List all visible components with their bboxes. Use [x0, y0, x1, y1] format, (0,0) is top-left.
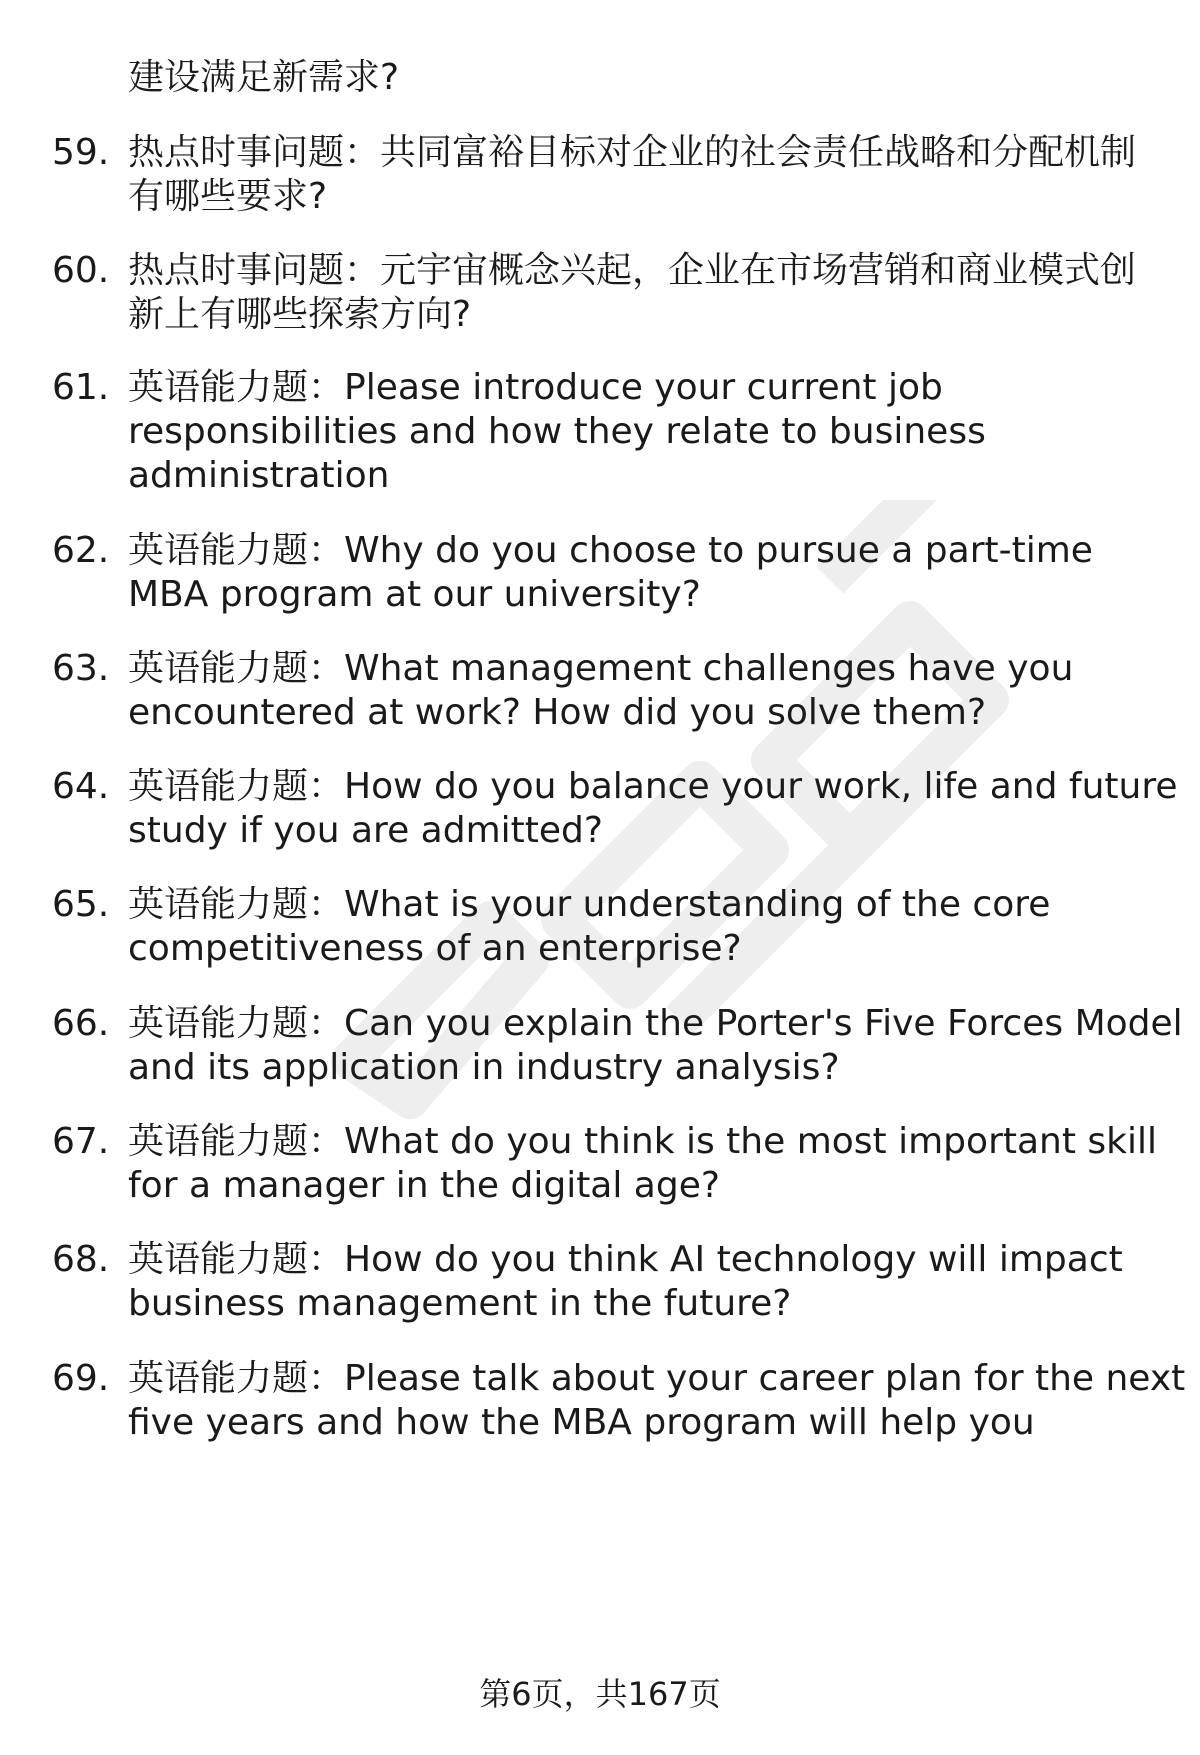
item-text-line: 英语能力题：Please talk about your career plan for the next [128, 1358, 1186, 1399]
item-text-line: administration [128, 455, 390, 496]
item-text-line: 有哪些要求? [128, 176, 328, 217]
item-number: 69. [52, 1358, 110, 1399]
item-text-line: 热点时事问题：共同富裕目标对企业的社会责任战略和分配机制 [128, 132, 1137, 173]
item-number: 65. [52, 884, 110, 925]
item-text-line: encountered at work? How did you solve them? [128, 692, 987, 733]
item-text-line: study if you are admitted? [128, 810, 603, 851]
item-text-line: 英语能力题：Please introduce your current job [128, 367, 943, 408]
item-number: 68. [52, 1239, 110, 1280]
item-number: 61. [52, 367, 110, 408]
item-text-line: and its application in industry analysis? [128, 1047, 840, 1088]
item-text-line: responsibilities and how they relate to business [128, 411, 986, 452]
item-text-line: competitiveness of an enterprise? [128, 928, 742, 969]
item-text-line: 热点时事问题：元宇宙概念兴起，企业在市场营销和商业模式创 [128, 250, 1137, 291]
item-text-line: 英语能力题：Why do you choose to pursue a part-time [128, 530, 1093, 571]
item-text-line: 英语能力题：What management challenges have you [128, 648, 1074, 689]
item-text-line: for a manager in the digital age? [128, 1165, 720, 1206]
item-text-line: five years and how the MBA program will help you [128, 1402, 1035, 1443]
item-text-line: 英语能力题：How do you balance your work, life and future [128, 766, 1178, 807]
item-number: 62. [52, 530, 110, 571]
item-number: 60. [52, 250, 110, 291]
item-number: 59. [52, 132, 110, 173]
item-text-line: 英语能力题：How do you think AI technology will impact [128, 1239, 1123, 1280]
item-number: 67. [52, 1121, 110, 1162]
item-text-line: business management in the future? [128, 1283, 792, 1324]
continuation-line: 建设满足新需求? [128, 57, 400, 98]
item-text-line: 英语能力题：Can you explain the Porter's Five Forces Model [128, 1003, 1183, 1044]
item-number: 64. [52, 766, 110, 807]
item-text-line: MBA program at our university? [128, 574, 701, 615]
item-text-line: 英语能力题：What is your understanding of the core [128, 884, 1051, 925]
page-footer: 第6页，共167页 [479, 1675, 721, 1713]
item-text-line: 新上有哪些探索方向? [128, 294, 472, 335]
item-text-line: 英语能力题：What do you think is the most important skill [128, 1121, 1158, 1162]
item-number: 66. [52, 1003, 110, 1044]
item-number: 63. [52, 648, 110, 689]
